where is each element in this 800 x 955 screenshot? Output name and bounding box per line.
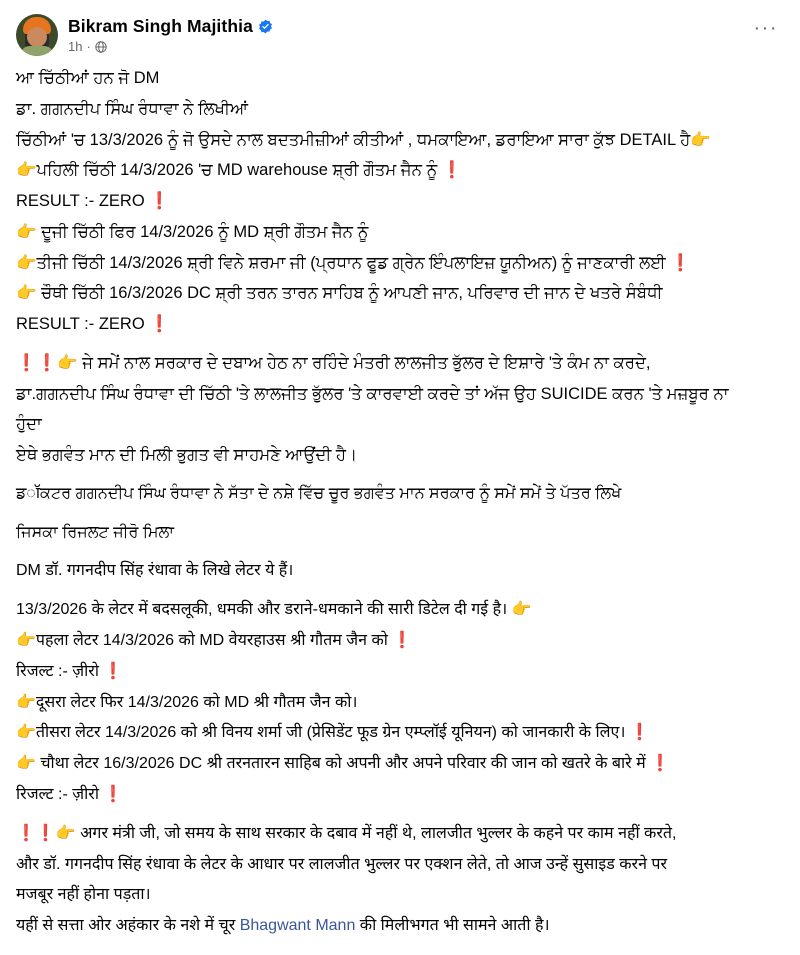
- post-line: ਚਿੱਠੀਆਂ 'ਚ 13/3/2026 ਨੂੰ ਜੋ ਉਸਦੇ ਨਾਲ ਬਦਤਮੀਜ਼ੀਆਂ ਕੀਤੀਆਂ , ਧਮਕਾਇਆ, ਡਰਾਇਆ ਸਾਰਾ ਕੁੱਝ DETAIL ਹੈ👉: [16, 130, 711, 149]
- post-line: ਡਾ. ਗਗਨਦੀਪ ਸਿੰਘ ਰੰਧਾਵਾ ਨੇ ਲਿਖੀਆਂ: [16, 99, 248, 118]
- post-line: 👉 चौथा लेटर 16/3/2026 DC श्री तरनतारन साहिब को अपनी और अपने परिवार की जान को खतरे के बारे में ❗: [16, 755, 671, 773]
- post-line: और डॉ. गगनदीप सिंह रंधावा के लेटर के आधार पर लालजीत भुल्लर पर एक्शन लेते, तो आज उन्हें सुसाइड करने पर: [16, 855, 668, 873]
- author-name[interactable]: Bikram Singh Majithia: [68, 16, 253, 36]
- post-line: 👉ਤੀਜੀ ਚਿੱਠੀ 14/3/2026 ਸ਼੍ਰੀ ਵਿਨੇ ਸ਼ਰਮਾ ਜੀ (ਪ੍ਰਧਾਨ ਫੂਡ ਗ੍ਰੇਨ ਇੰਪਲਾਇਜ਼ ਯੂਨੀਅਨ) ਨੂੰ ਜਾਣਕਾਰੀ ਲਈ ❗: [16, 253, 691, 272]
- post-line: RESULT :- ZERO ❗: [16, 315, 170, 333]
- final-line-prefix: यहीं से सत्ता ओर अहंकार के नशे में चूर: [16, 917, 240, 935]
- post-line-with-mention: [16, 914, 784, 939]
- final-line-suffix: की मिलीभगत भी सामने आती है।: [355, 917, 550, 935]
- post-line: 👉 ਚੌਥੀ ਚਿੱਠੀ 16/3/2026 DC ਸ਼੍ਰੀ ਤਰਨ ਤਾਰਨ ਸਾਹਿਬ ਨੂੰ ਆਪਣੀ ਜਾਨ, ਪਰਿਵਾਰ ਦੀ ਜਾਨ ਦੇ ਖਤਰੇ ਸੰਬੰਧੀ: [16, 284, 663, 303]
- post-body: [16, 66, 784, 939]
- post-meta: [68, 39, 273, 54]
- post-timestamp[interactable]: 1h: [68, 39, 83, 54]
- post-line: ❗❗👉 अगर मंत्री जी, जो समय के साथ सरकार के दबाव में नहीं थे, लालजीत भुल्लर के कहने पर काम नहीं करते,: [16, 824, 677, 842]
- post-line: रिजल्ट :- ज़ीरो ❗: [16, 662, 124, 680]
- post-line: RESULT :- ZERO ❗: [16, 192, 170, 210]
- mention-link-bhagwant-mann[interactable]: Bhagwant Mann: [239, 917, 356, 935]
- post-line: 👉तीसरा लेटर 14/3/2026 को श्री विनय शर्मा जी (प्रेसिडेंट फूड ग्रेन एम्प्लॉई यूनियन) को जानकारी के लिए। ❗: [16, 724, 650, 742]
- post-line: ਆ ਚਿੱਠੀਆਂ ਹਨ ਜੋ DM: [16, 69, 160, 87]
- post-line: ਡਾ.ਗਗਨਦੀਪ ਸਿੰਘ ਰੰਧਾਵਾ ਦੀ ਚਿੱਠੀ 'ਤੇ ਲਾਲਜੀਤ ਭੁੱਲਰ 'ਤੇ ਕਾਰਵਾਈ ਕਰਦੇ ਤਾਂ ਅੱਜ ਉਹ SUICIDE ਕਰਨ 'ਤੇ ਮਜ਼ਬੂਰ ਨਾ: [16, 384, 729, 403]
- post-line: ❗❗👉 ਜੇ ਸਮੇਂ ਨਾਲ ਸਰਕਾਰ ਦੇ ਦਬਾਅ ਹੇਠ ਨਾ ਰਹਿੰਦੇ ਮੰਤਰੀ ਲਾਲਜੀਤ ਭੁੱਲਰ ਦੇ ਇਸ਼ਾਰੇ 'ਤੇ ਕੰਮ ਨਾ ਕਰਦੇ,: [16, 353, 651, 372]
- avatar-face: [27, 27, 47, 47]
- globe-icon: [95, 41, 107, 53]
- post-line: ਜਿਸਕਾ ਰਿਜਲਟ ਜੀਰੋ ਮਿਲਾ: [16, 523, 174, 541]
- post-more-options-button[interactable]: ···: [753, 17, 778, 39]
- post-line: मजबूर नहीं होना पड़ता।: [16, 886, 151, 904]
- post-line: ਹੁੰਦਾ: [16, 415, 42, 434]
- post-line: DM डॉ. गगनदीप सिंह रंधावा के लिखे लेटर ये हैं।: [16, 562, 294, 580]
- post-line: रिजल्ट :- ज़ीरो ❗: [16, 785, 124, 803]
- post-line: 13/3/2026 के लेटर में बदसलूकी, धमकी और डराने-धमकाने की सारी डिटेल दी गई है। 👉: [16, 601, 532, 619]
- avatar[interactable]: [16, 14, 58, 56]
- author-row: [68, 16, 273, 37]
- post-line: ਡॉਕਟਰ ਗਗਨਦੀਪ ਸਿੰਘ ਰੰਧਾਵਾ ਨੇ ਸੱਤਾ ਦੇ ਨਸ਼ੇ ਵਿੱਚ ਚੂਰ ਭਗਵੰਤ ਮਾਨ ਸਰਕਾਰ ਨੂੰ ਸਮੇਂ ਸਮੇਂ ਤੇ ਪੱਤਰ ਲਿਖੇ: [16, 484, 622, 502]
- post-line: 👉पहला लेटर 14/3/2026 को MD वेयरहाउस श्री गौतम जैन को ❗: [16, 631, 413, 649]
- post-line: ਏਥੇ ਭਗਵੰਤ ਮਾਨ ਦੀ ਮਿਲੀ ਭੁਗਤ ਵੀ ਸਾਹਮਣੇ ਆਉਂਦੀ ਹੈ।: [16, 446, 358, 464]
- post-header-text: [68, 14, 273, 54]
- post-header: [16, 14, 784, 56]
- post-line: 👉दूसरा लेटर फिर 14/3/2026 को MD श्री गौतम जैन को।: [16, 693, 358, 711]
- verified-badge-icon: [258, 19, 273, 34]
- post-line: 👉 ਦੂਜੀ ਚਿੱਠੀ ਫਿਰ 14/3/2026 ਨੂੰ MD ਸ਼੍ਰੀ ਗੌਤਮ ਜੈਨ ਨੂੰ: [16, 222, 369, 241]
- meta-separator: ·: [86, 39, 91, 54]
- avatar-body: [20, 46, 54, 56]
- post-line: 👉ਪਹਿਲੀ ਚਿੱਠੀ 14/3/2026 'ਚ MD warehouse ਸ਼੍ਰੀ ਗੌਤਮ ਜੈਨ ਨੂੰ ❗: [16, 161, 463, 180]
